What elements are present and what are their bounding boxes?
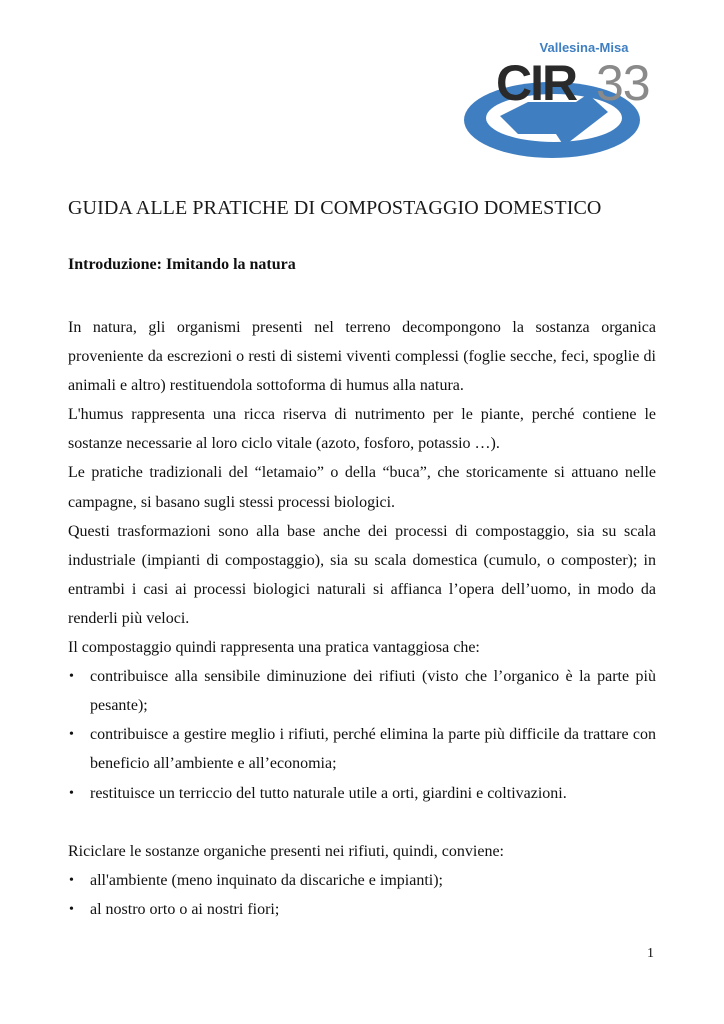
document-body (68, 313, 656, 924)
recycle-list (68, 866, 656, 924)
list-item (68, 866, 656, 895)
paragraph: Il compostaggio quindi rappresenta una pratica vantaggiosa che: (68, 639, 480, 657)
logo-subtitle: Vallesina-Misa (539, 40, 629, 55)
cir33-logo-graphic (458, 38, 662, 166)
paragraph: Le pratiche tradizionali del “letamaio” o della “buca”, che storicamente si attuano nelle campagne, si basano sugli stessi processi biologici. (68, 464, 656, 511)
list-item-text: all'ambiente (meno inquinato da discariche e impianti); (90, 871, 443, 889)
logo-letters: CIR (496, 55, 577, 111)
list-item (68, 720, 656, 778)
bullet-icon: • (69, 669, 74, 685)
paragraph: In natura, gli organismi presenti nel terreno decompongono la sostanza organica proveniente da escrezioni o resti di sistemi viventi complessi (foglie secche, feci, spoglie di animali e altro) restituendola sottoforma di humus alla natura. (68, 319, 656, 395)
page-number: 1 (647, 946, 654, 961)
list-item (68, 895, 656, 924)
list-item-text: restituisce un terriccio del tutto naturale utile a orti, giardini e coltivazioni. (90, 784, 567, 802)
paragraph: Questi trasformazioni sono alla base anche dei processi di compostaggio, sia su scala industriale (impianti di compostaggio), sia su scala domestica (cumulo, o composter); in entrambi i casi ai processi biologici naturali si affianca l’opera dell’uomo, in modo da renderli più veloci. (68, 522, 656, 627)
paragraph: L'humus rappresenta una ricca riserva di nutrimento per le piante, perché contiene le sostanze necessarie al loro ciclo vitale (azoto, fosforo, potassio …). (68, 406, 656, 453)
bullet-icon: • (69, 872, 74, 888)
list-item-text: contribuisce a gestire meglio i rifiuti, perché elimina la parte più difficile da trattare con beneficio all’ambiente e all’economia; (90, 726, 656, 773)
bullet-icon: • (69, 727, 74, 743)
section-heading: Introduzione: Imitando la natura (68, 256, 296, 273)
paragraph: Riciclare le sostanze organiche presenti nei rifiuti, quindi, conviene: (68, 842, 504, 860)
cir33-logo (458, 38, 662, 166)
document-title: GUIDA ALLE PRATICHE DI COMPOSTAGGIO DOMESTICO (68, 197, 602, 219)
advantages-list (68, 662, 656, 807)
list-item-text: contribuisce alla sensibile diminuzione dei rifiuti (visto che l’organico è la parte più pesante); (90, 668, 656, 715)
spacer (68, 808, 656, 837)
list-item (68, 662, 656, 720)
bullet-icon: • (69, 901, 74, 917)
logo-digits: 33 (596, 55, 650, 111)
list-item-text: al nostro orto o ai nostri fiori; (90, 900, 280, 918)
list-item (68, 779, 656, 808)
bullet-icon: • (69, 785, 74, 801)
